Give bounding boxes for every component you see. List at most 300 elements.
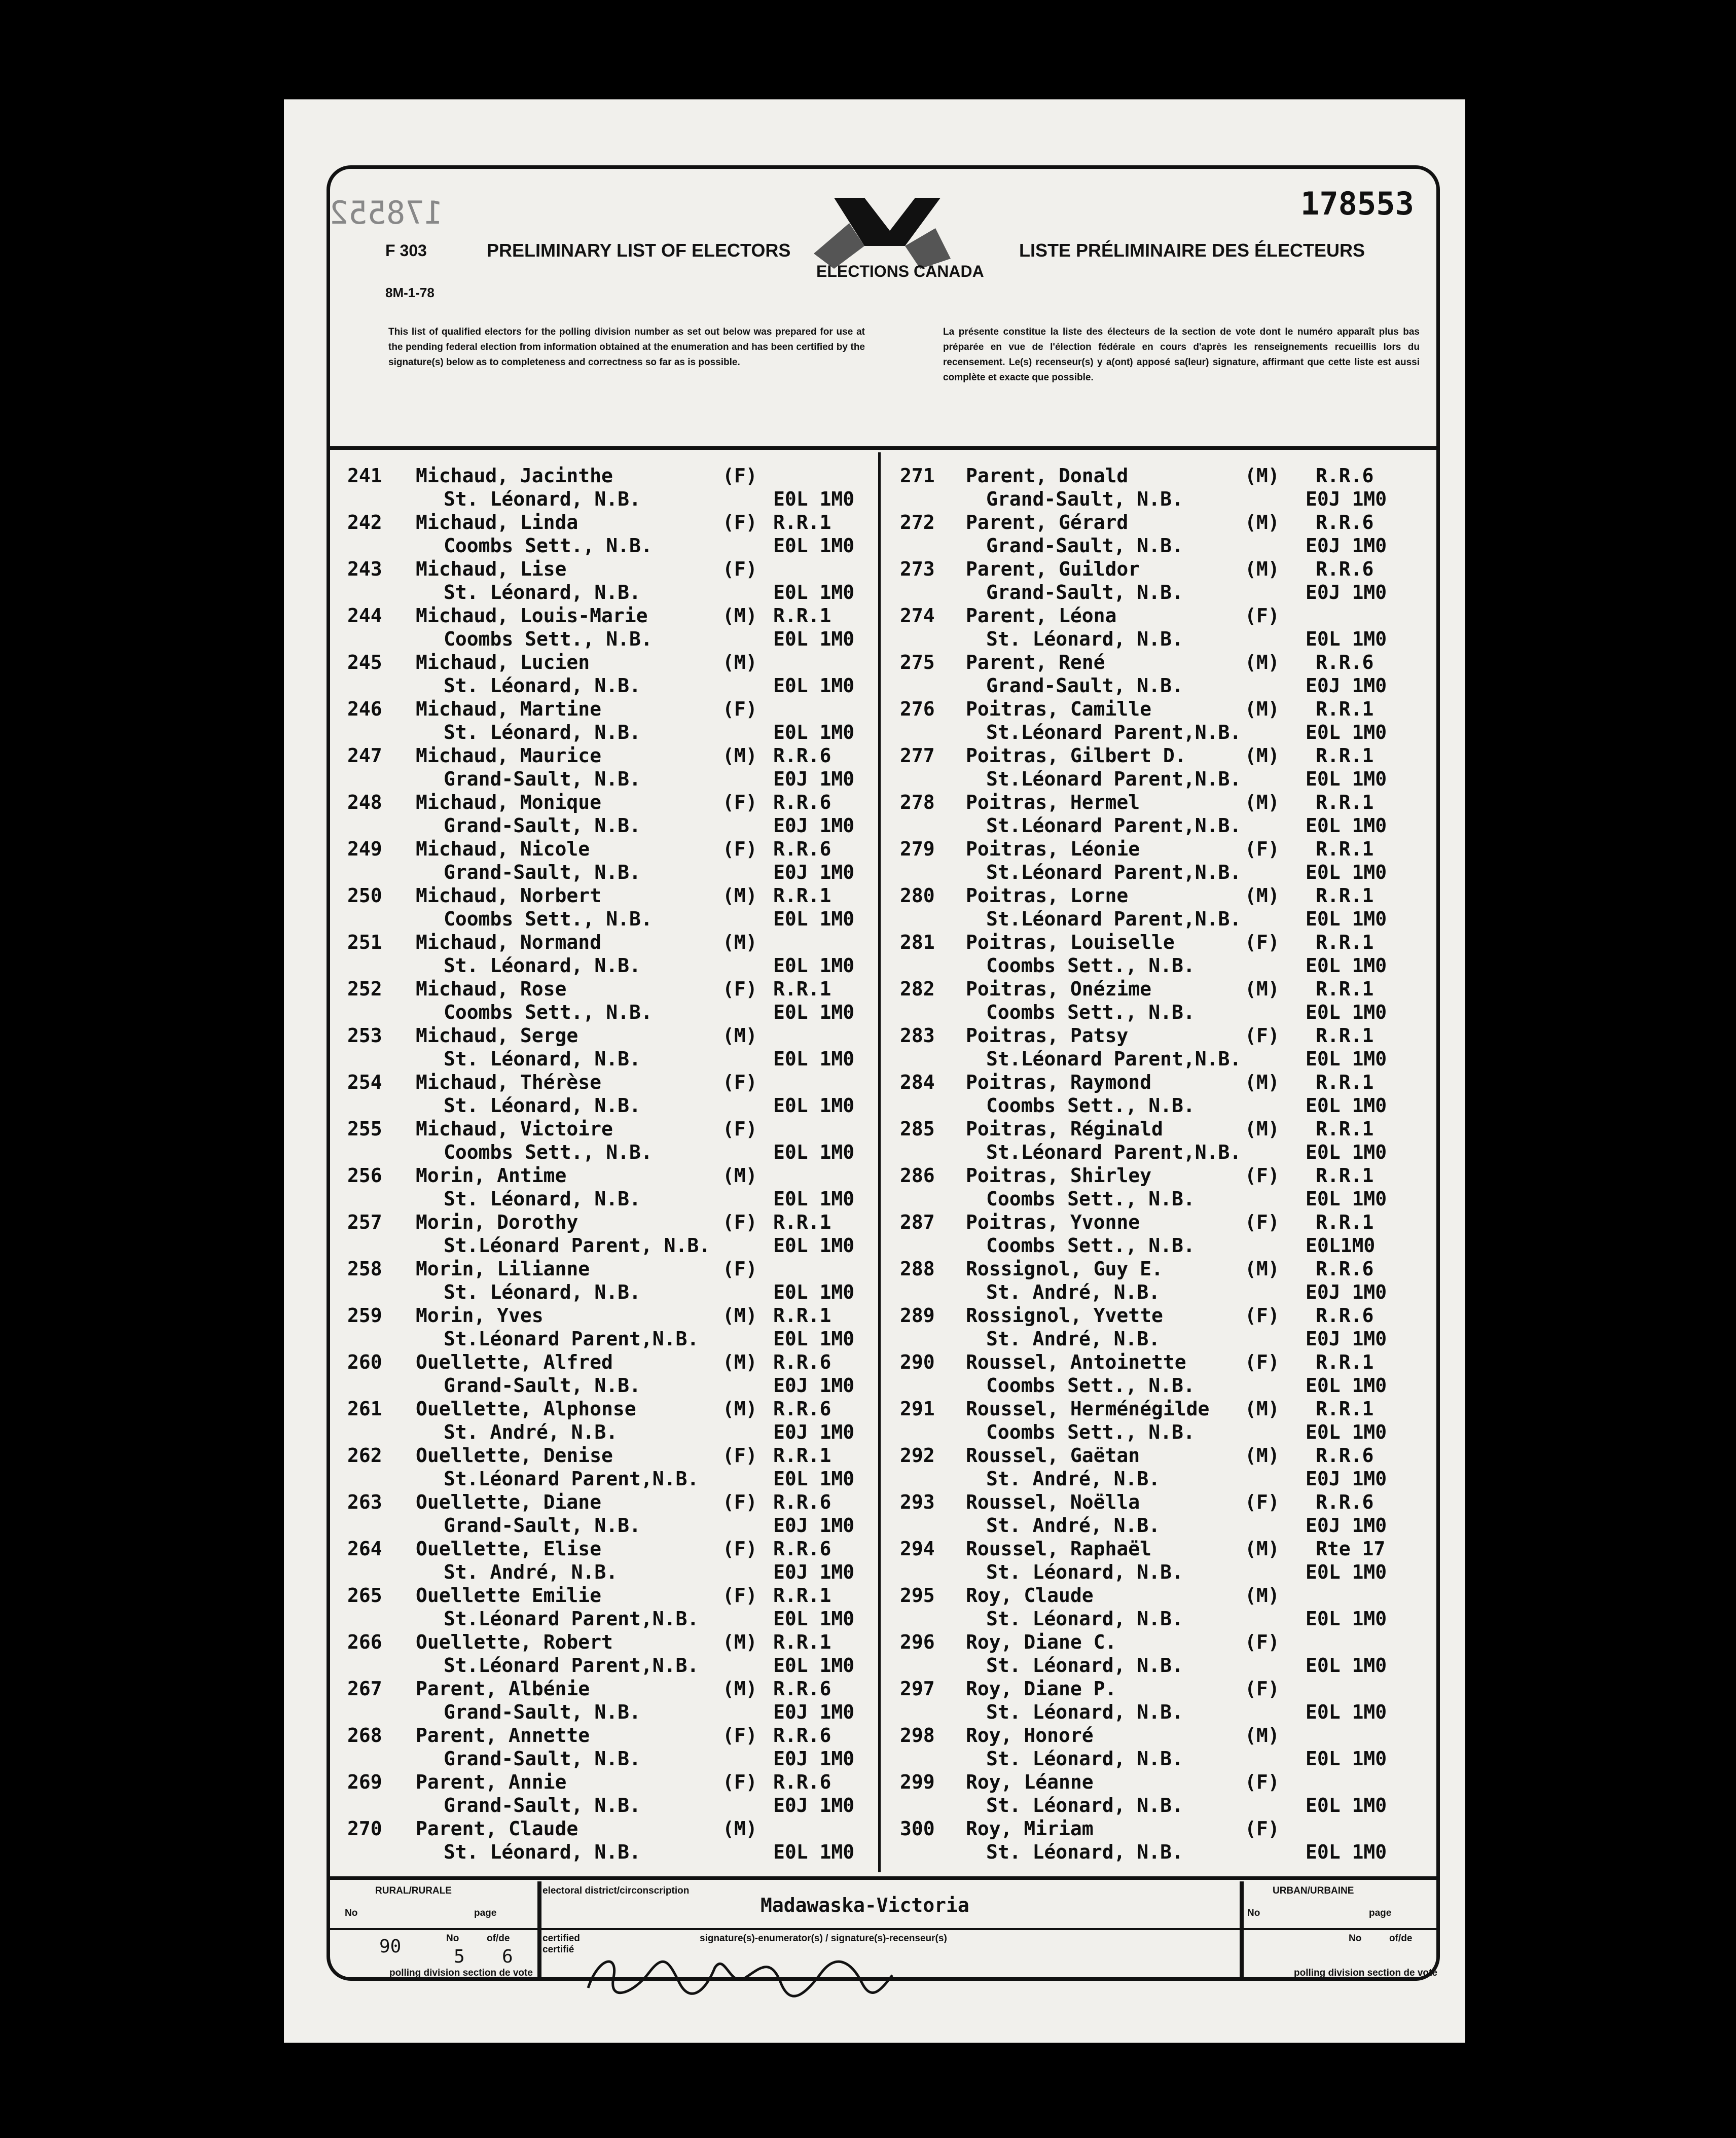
elector-sex: (M) [722,931,757,953]
no-label: No [1247,1908,1260,1918]
elector-postal: E0L 1M0 [773,721,855,743]
elector-name: Poitras, Hermel [966,791,1140,813]
elector-route: R.R.1 [773,1584,831,1607]
elector-place: St.Léonard Parent,N.B. [444,1468,699,1490]
elector-name: Roussel, Herménégilde [966,1398,1210,1420]
elector-postal: E0J 1M0 [773,1374,855,1397]
elector-number: 275 [900,651,935,673]
elector-row [900,1398,1468,1444]
elector-number: 293 [900,1491,935,1513]
elector-sex: (M) [722,1678,757,1700]
elector-route: R.R.6 [1316,651,1374,673]
elector-sex: (F) [1245,931,1280,953]
elector-row [900,744,1468,791]
elector-number: 299 [900,1771,935,1793]
elector-sex: (M) [722,884,757,907]
elector-number: 257 [347,1211,382,1233]
elector-place: Grand-Sault, N.B. [444,1748,641,1770]
elector-number: 256 [347,1164,382,1187]
elector-postal: E0L 1M0 [773,1328,855,1350]
elector-name: Parent, Donald [966,465,1129,487]
elector-postal: E0L 1M0 [1306,1421,1387,1443]
elector-number: 277 [900,744,935,767]
elector-name: Poitras, Gilbert D. [966,744,1186,767]
elector-place: St. Léonard, N.B. [986,1654,1183,1677]
elector-number: 253 [347,1024,382,1047]
elector-place: St. André, N.B. [444,1421,618,1443]
elector-postal: E0J 1M0 [1306,581,1387,603]
elector-sex: (M) [722,651,757,673]
elector-sex: (M) [1245,558,1280,580]
elector-sex: (F) [1245,1818,1280,1840]
elector-name: Ouellette, Robert [416,1631,613,1653]
elector-route: R.R.6 [1316,465,1374,487]
elector-row [347,1071,915,1118]
elector-sex: (M) [722,1398,757,1420]
elector-number: 264 [347,1538,382,1560]
elector-sex: (M) [1245,1538,1280,1560]
elector-place: Coombs Sett., N.B. [444,908,653,930]
elector-postal: E0L1M0 [1306,1234,1376,1257]
elector-row [900,511,1468,558]
elector-postal: E0J 1M0 [1306,1281,1387,1303]
elector-name: Poitras, Raymond [966,1071,1152,1093]
elector-number: 297 [900,1678,935,1700]
elector-postal: E0L 1M0 [773,908,855,930]
elector-row [900,1351,1468,1398]
elector-name: Roy, Diane C. [966,1631,1117,1653]
intro-french: La présente constitue la liste des électeurs de la section de vote dont le numéro apparaît plus bas préparée en vue de l'élection fédérale en cours d'après les renseignements recueillis lors du recensement. Le(s) recenseur(s) y a(ont) apposé sa(leur) signature, affirmant que cette liste est aussi complète et exacte que possible. [943,327,1420,383]
elector-row [900,838,1468,884]
elector-place: Grand-Sault, N.B. [444,1374,641,1397]
elector-name: Poitras, Camille [966,698,1152,720]
elector-number: 268 [347,1724,382,1747]
elector-sex: (M) [1245,1398,1280,1420]
elector-postal: E0L 1M0 [1306,721,1387,743]
footer-rule [537,1928,1242,1930]
elector-postal: E0L 1M0 [773,1841,855,1863]
electors-list-right [900,465,1468,1864]
elector-row [347,744,915,791]
elector-place: Coombs Sett., N.B. [444,628,653,650]
elector-row [900,1631,1468,1678]
elector-place: St. Léonard, N.B. [444,1048,641,1070]
elector-postal: E0L 1M0 [1306,954,1387,977]
elector-row [347,604,915,651]
elector-row [347,1491,915,1538]
elector-postal: E0L 1M0 [1306,1701,1387,1723]
elector-route: R.R.6 [773,838,831,860]
elector-name: Parent, Gérard [966,511,1129,533]
elector-number: 284 [900,1071,935,1093]
elector-postal: E0L 1M0 [773,1094,855,1117]
elector-number: 260 [347,1351,382,1373]
elector-route: R.R.1 [1316,838,1374,860]
elector-place: St. Léonard, N.B. [986,1608,1183,1630]
elector-postal: E0L 1M0 [773,674,855,697]
elector-sex: (F) [1245,1771,1280,1793]
elector-row [347,1351,915,1398]
logo-text: ELECTIONS CANADA [816,262,984,280]
elector-name: Parent, Albénie [416,1678,590,1700]
elector-place: Grand-Sault, N.B. [986,488,1183,510]
elector-name: Roy, Léanne [966,1771,1094,1793]
elector-number: 266 [347,1631,382,1653]
elector-row [347,465,915,511]
elector-postal: E0L 1M0 [1306,1094,1387,1117]
elector-row [900,1071,1468,1118]
elector-route: R.R.1 [1316,884,1374,907]
elector-route: R.R.1 [1316,1351,1374,1373]
elector-number: 265 [347,1584,382,1607]
elector-route: R.R.1 [1316,1024,1374,1047]
elector-postal: E0L 1M0 [1306,1374,1387,1397]
elector-postal: E0L 1M0 [1306,1794,1387,1816]
elector-number: 276 [900,698,935,720]
elector-number: 281 [900,931,935,953]
elector-sex: (F) [722,1444,757,1467]
elector-number: 287 [900,1211,935,1233]
elector-row [900,1678,1468,1724]
elector-name: Roussel, Antoinette [966,1351,1186,1373]
elector-place: Grand-Sault, N.B. [986,534,1183,557]
elector-row [347,558,915,604]
elector-sex: (F) [1245,604,1280,627]
elector-postal: E0L 1M0 [1306,1048,1387,1070]
elector-postal: E0J 1M0 [773,861,855,883]
elector-route: R.R.6 [1316,511,1374,533]
elector-route: R.R.1 [1316,791,1374,813]
polling-division-label: polling division section de vote [389,1968,533,1978]
elector-number: 290 [900,1351,935,1373]
elector-sex: (F) [722,1071,757,1093]
elector-route: R.R.1 [1316,1071,1374,1093]
elector-number: 271 [900,465,935,487]
elector-name: Roy, Miriam [966,1818,1094,1840]
elector-sex: (M) [1245,651,1280,673]
elector-place: St.Léonard Parent,N.B. [444,1608,699,1630]
elector-number: 244 [347,604,382,627]
elector-postal: E0L 1M0 [1306,861,1387,883]
elector-name: Roussel, Raphaël [966,1538,1152,1560]
elector-sex: (M) [1245,1118,1280,1140]
elector-postal: E0L 1M0 [773,954,855,977]
elector-number: 295 [900,1584,935,1607]
elector-row [900,1164,1468,1211]
elector-route: R.R.1 [1316,1164,1374,1187]
elector-sex: (M) [1245,1584,1280,1607]
elector-route: R.R.1 [773,1631,831,1653]
elector-sex: (M) [722,1304,757,1327]
elector-row [347,1631,915,1678]
elector-number: 242 [347,511,382,533]
elector-place: St.Léonard Parent,N.B. [986,768,1242,790]
elector-number: 246 [347,698,382,720]
elector-number: 278 [900,791,935,813]
elector-place: St. Léonard, N.B. [444,1841,641,1863]
elector-place: St.Léonard Parent,N.B. [986,814,1242,837]
elector-name: Poitras, Réginald [966,1118,1163,1140]
elector-row [347,1118,915,1164]
elector-place: Grand-Sault, N.B. [444,768,641,790]
elector-sex: (F) [1245,1351,1280,1373]
elector-postal: E0J 1M0 [773,1701,855,1723]
elector-route: R.R.1 [773,1444,831,1467]
elector-name: Michaud, Thérèse [416,1071,602,1093]
elector-place: St. Léonard, N.B. [444,1281,641,1303]
elector-row [347,1164,915,1211]
certified-label: certified certifié [542,1933,580,1955]
elector-row [900,1771,1468,1818]
elector-place: St.Léonard Parent,N.B. [986,721,1242,743]
elector-sex: (F) [722,838,757,860]
elector-name: Poitras, Shirley [966,1164,1152,1187]
no-label: No [1349,1933,1362,1944]
title-french: LISTE PRÉLIMINAIRE DES ÉLECTEURS [1019,240,1365,261]
elector-row [900,1444,1468,1491]
elector-row [347,931,915,978]
elector-name: Poitras, Patsy [966,1024,1129,1047]
elector-number: 251 [347,931,382,953]
form-number: F 303 [385,241,427,260]
elector-place: Coombs Sett., N.B. [986,1421,1195,1443]
elector-row [900,1211,1468,1258]
elector-postal: E0L 1M0 [773,628,855,650]
elector-place: Grand-Sault, N.B. [444,1794,641,1816]
elector-number: 286 [900,1164,935,1187]
elector-number: 250 [347,884,382,907]
elector-name: Michaud, Lucien [416,651,590,673]
elector-row [347,1444,915,1491]
elector-postal: E0J 1M0 [1306,1468,1387,1490]
elector-postal: E0L 1M0 [773,1141,855,1163]
elector-row [900,1491,1468,1538]
elector-number: 279 [900,838,935,860]
elector-row [347,1398,915,1444]
elector-number: 283 [900,1024,935,1047]
elector-number: 294 [900,1538,935,1560]
elector-route: R.R.1 [773,1211,831,1233]
elections-canada-logo-icon [804,193,984,309]
elector-name: Poitras, Louiselle [966,931,1175,953]
elector-sex: (F) [722,558,757,580]
elector-name: Poitras, Onézime [966,978,1152,1000]
elector-route: R.R.1 [1316,1211,1374,1233]
elector-name: Ouellette, Diane [416,1491,602,1513]
elector-postal: E0J 1M0 [773,1421,855,1443]
elector-row [900,791,1468,838]
elector-number: 289 [900,1304,935,1327]
elector-row [347,978,915,1024]
elector-number: 252 [347,978,382,1000]
elector-row [900,1724,1468,1771]
elector-route: R.R.6 [773,791,831,813]
elector-route: R.R.1 [1316,744,1374,767]
elector-sex: (M) [1245,791,1280,813]
elector-sex: (F) [722,1771,757,1793]
elector-row [900,1538,1468,1584]
elector-name: Michaud, Linda [416,511,578,533]
elector-number: 280 [900,884,935,907]
elector-sex: (M) [1245,884,1280,907]
elector-place: Coombs Sett., N.B. [986,1094,1195,1117]
elector-sex: (F) [1245,1631,1280,1653]
elector-sex: (M) [722,1631,757,1653]
elector-sex: (F) [722,1584,757,1607]
elector-place: St.Léonard Parent,N.B. [986,1141,1242,1163]
elector-row [900,931,1468,978]
page-label: page [474,1908,497,1918]
elector-postal: E0L 1M0 [1306,908,1387,930]
elector-sex: (M) [1245,1258,1280,1280]
elector-place: St. Léonard, N.B. [986,1841,1183,1863]
elector-place: St.Léonard Parent, N.B. [444,1234,711,1257]
elector-name: Morin, Yves [416,1304,544,1327]
elector-number: 248 [347,791,382,813]
elector-sex: (F) [722,1258,757,1280]
elector-row [347,791,915,838]
elector-row [347,698,915,744]
elector-sex: (F) [722,1118,757,1140]
elector-name: Roy, Honoré [966,1724,1094,1747]
elector-number: 298 [900,1724,935,1747]
elector-postal: E0L 1M0 [1306,1001,1387,1023]
elector-row [900,884,1468,931]
of-label: of/de [1389,1933,1413,1944]
elector-place: Grand-Sault, N.B. [444,1701,641,1723]
elector-route: R.R.6 [773,1771,831,1793]
elector-place: St.Léonard Parent,N.B. [444,1654,699,1677]
elector-place: Grand-Sault, N.B. [986,581,1183,603]
elector-name: Morin, Antime [416,1164,567,1187]
elector-place: St. Léonard, N.B. [444,1188,641,1210]
elector-row [900,604,1468,651]
elector-number: 272 [900,511,935,533]
elector-postal: E0J 1M0 [773,768,855,790]
elector-sex: (M) [722,1024,757,1047]
elector-row [347,1818,915,1864]
elector-sex: (M) [1245,511,1280,533]
elector-name: Parent, Guildor [966,558,1140,580]
header-divider [330,446,1436,450]
elector-postal: E0L 1M0 [773,1468,855,1490]
elector-name: Parent, René [966,651,1105,673]
elector-postal: E0J 1M0 [1306,1514,1387,1537]
elector-route: R.R.6 [1316,1491,1374,1513]
of-label: of/de [487,1933,510,1944]
elector-place: St. Léonard, N.B. [444,954,641,977]
electors-list-left [347,465,915,1864]
elector-row [347,1211,915,1258]
elector-postal: E0L 1M0 [773,1608,855,1630]
elector-name: Roussel, Noëlla [966,1491,1140,1513]
no-label: No [446,1933,459,1944]
elector-postal: E0L 1M0 [1306,1654,1387,1677]
elector-row [347,1538,915,1584]
elector-name: Parent, Claude [416,1818,578,1840]
elector-place: St. Léonard, N.B. [986,1748,1183,1770]
elector-sex: (F) [722,1491,757,1513]
elector-postal: E0L 1M0 [1306,1188,1387,1210]
elector-sex: (M) [722,1351,757,1373]
elector-sex: (F) [1245,1164,1280,1187]
elector-place: St. André, N.B. [986,1328,1161,1350]
elector-route: R.R.6 [773,1678,831,1700]
enumerator-signature-icon [578,1947,902,2003]
elector-place: St. André, N.B. [986,1468,1161,1490]
elector-name: Roy, Claude [966,1584,1094,1607]
elector-place: St.Léonard Parent,N.B. [986,908,1242,930]
title-english: PRELIMINARY LIST OF ELECTORS [487,240,791,261]
elector-route: R.R.6 [773,1491,831,1513]
page-label: page [1369,1908,1392,1918]
elector-name: Michaud, Jacinthe [416,465,613,487]
elector-row [900,1258,1468,1304]
elector-number: 300 [900,1818,935,1840]
elector-sex: (F) [722,1724,757,1747]
elector-name: Michaud, Victoire [416,1118,613,1140]
elector-row [347,651,915,698]
elector-route: R.R.1 [1316,1398,1374,1420]
elector-number: 254 [347,1071,382,1093]
elector-number: 267 [347,1678,382,1700]
elector-postal: E0L 1M0 [773,1048,855,1070]
elector-name: Roy, Diane P. [966,1678,1117,1700]
elector-postal: E0L 1M0 [773,488,855,510]
elector-place: Coombs Sett., N.B. [986,1001,1195,1023]
elector-sex: (F) [722,1538,757,1560]
elector-number: 273 [900,558,935,580]
elector-place: St. Léonard, N.B. [444,721,641,743]
elector-sex: (F) [1245,838,1280,860]
elector-sex: (F) [1245,1024,1280,1047]
elector-place: St. Léonard, N.B. [444,674,641,697]
elector-number: 292 [900,1444,935,1467]
elector-postal: E0L 1M0 [1306,628,1387,650]
polling-division-label: polling division section de vote [1294,1968,1437,1978]
elector-row [347,1258,915,1304]
form-date: 8M-1-78 [385,285,435,300]
elector-place: Grand-Sault, N.B. [444,814,641,837]
elector-name: Ouellette, Alfred [416,1351,613,1373]
elector-number: 270 [347,1818,382,1840]
elector-place: Grand-Sault, N.B. [444,1514,641,1537]
elector-row [900,1118,1468,1164]
elector-place: St. André, N.B. [986,1514,1161,1537]
elector-sex: (F) [722,791,757,813]
elector-number: 249 [347,838,382,860]
elector-postal: E0L 1M0 [773,1234,855,1257]
elector-place: St.Léonard Parent,N.B. [986,861,1242,883]
elector-row [347,1304,915,1351]
elector-sex: (F) [1245,1491,1280,1513]
elector-postal: E0J 1M0 [1306,674,1387,697]
elector-route: R.R.6 [773,1398,831,1420]
footer-rule [1240,1928,1437,1930]
elector-postal: E0L 1M0 [1306,1561,1387,1583]
elector-row [347,1771,915,1818]
elector-sex: (M) [1245,1724,1280,1747]
footer-divider [330,1876,1436,1880]
district-label: electoral district/circonscription [542,1885,690,1896]
elector-sex: (F) [722,465,757,487]
elector-name: Michaud, Norbert [416,884,602,907]
elector-place: Coombs Sett., N.B. [986,1188,1195,1210]
elector-sex: (M) [722,1818,757,1840]
elector-postal: E0L 1M0 [773,534,855,557]
elector-row [900,978,1468,1024]
elector-route: R.R.1 [773,604,831,627]
